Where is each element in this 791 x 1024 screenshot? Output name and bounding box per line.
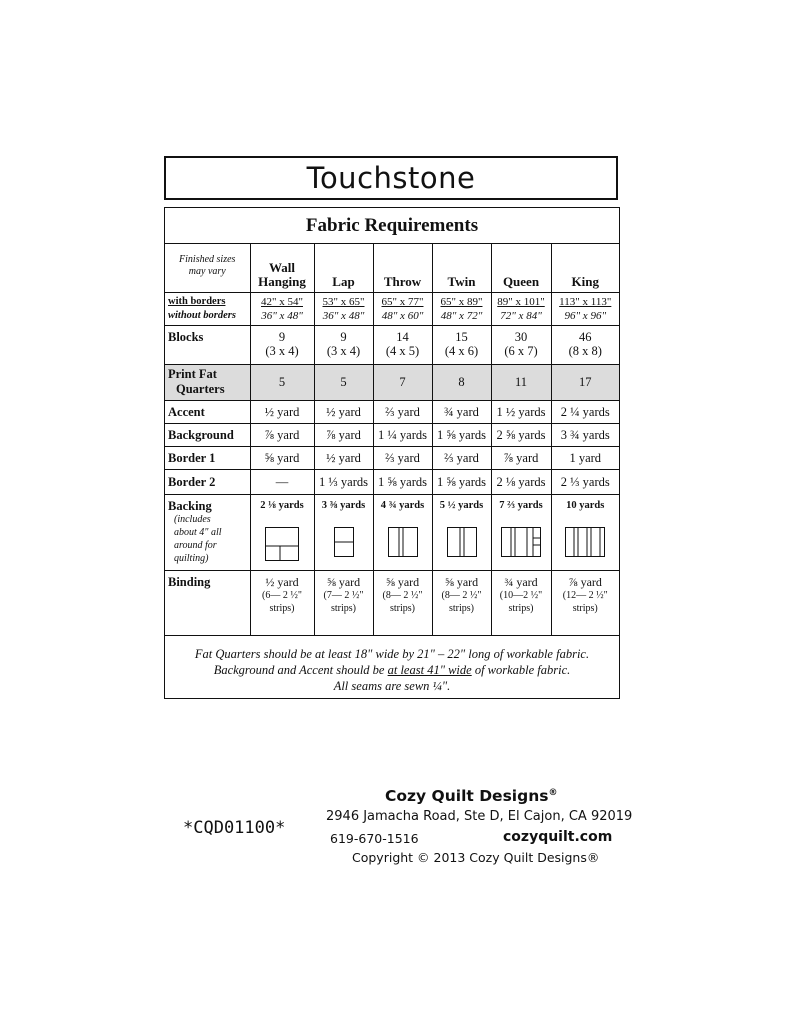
background-cell: ⅞ yard xyxy=(250,423,314,446)
header-row xyxy=(165,244,619,292)
border2-row xyxy=(165,469,619,494)
accent-cell: ½ yard xyxy=(250,400,314,423)
col-throw: Throw xyxy=(373,244,432,292)
border1-cell: ½ yard xyxy=(314,446,373,469)
company-phone: 619-670-1516 xyxy=(330,831,419,846)
print-fq-cell: 5 xyxy=(314,364,373,400)
footnote-line2: Background and Accent should be at least 41" wide of workable fabric. xyxy=(213,663,571,677)
finished-note-line2: may vary xyxy=(188,266,226,278)
accent-cell: ⅔ yard xyxy=(373,400,432,423)
sizes-row xyxy=(165,292,619,325)
backing-layout-icon xyxy=(388,527,418,557)
copyright: Copyright © 2013 Cozy Quilt Designs® xyxy=(352,850,600,865)
company-website[interactable]: cozyquilt.com xyxy=(503,829,613,845)
col-queen: Queen xyxy=(491,244,551,292)
blocks-cell: 30 (6 x 7) xyxy=(491,325,551,364)
col-king: King xyxy=(551,244,619,292)
backing-row xyxy=(165,494,619,570)
background-cell: 1 ¼ yards xyxy=(373,423,432,446)
border2-cell: 2 ⅓ yards xyxy=(551,469,619,494)
backing-cell: 7 ⅔ yards xyxy=(491,494,551,570)
backing-layout-icon xyxy=(447,527,477,557)
binding-cell: ⅞ yard (12— 2 ½" strips) xyxy=(551,570,619,635)
print-fq-cell: 8 xyxy=(432,364,491,400)
border1-cell: ⅔ yard xyxy=(432,446,491,469)
background-cell: 3 ¾ yards xyxy=(551,423,619,446)
size-cell: 53" x 65" 36" x 48" xyxy=(314,292,373,325)
border1-cell: ⅞ yard xyxy=(491,446,551,469)
border2-cell: 1 ⅝ yards xyxy=(432,469,491,494)
finished-sizes-note xyxy=(165,244,250,292)
footnote xyxy=(165,646,619,694)
blocks-cell: 15 (4 x 6) xyxy=(432,325,491,364)
col-wall-hanging: Wall Hanging xyxy=(250,244,314,292)
company-address: 2946 Jamacha Road, Ste D, El Cajon, CA 92019 xyxy=(326,809,633,824)
size-cell: 65" x 77" 48" x 60" xyxy=(373,292,432,325)
backing-cell: 3 ⅜ yards xyxy=(314,494,373,570)
backing-note: (includes about 4" all around for quilting) xyxy=(174,513,222,564)
footnote-line3: All seams are sewn ¼". xyxy=(333,679,451,693)
binding-label: Binding xyxy=(165,570,250,635)
print-fq-label: Print Fat Quarters xyxy=(165,364,250,400)
border1-label: Border 1 xyxy=(165,446,250,469)
background-row xyxy=(165,423,619,446)
background-cell: 2 ⅝ yards xyxy=(491,423,551,446)
border2-cell: 1 ⅓ yards xyxy=(314,469,373,494)
background-cell: ⅞ yard xyxy=(314,423,373,446)
border1-cell: ⅝ yard xyxy=(250,446,314,469)
binding-cell: ½ yard (6— 2 ½" strips) xyxy=(250,570,314,635)
accent-cell: ½ yard xyxy=(314,400,373,423)
backing-cell: 5 ½ yards xyxy=(432,494,491,570)
title-box xyxy=(164,156,618,200)
backing-cell: 10 yards xyxy=(551,494,619,570)
blocks-label: Blocks xyxy=(165,325,250,364)
binding-cell: ⅝ yard (8— 2 ½" strips) xyxy=(373,570,432,635)
backing-layout-icon xyxy=(334,527,354,557)
print-fq-cell: 11 xyxy=(491,364,551,400)
blocks-cell: 9 (3 x 4) xyxy=(250,325,314,364)
fabric-requirements-box xyxy=(164,207,620,699)
binding-cell: ¾ yard (10—2 ½" strips) xyxy=(491,570,551,635)
backing-label: Backing (includes about 4" all around for quilting) xyxy=(165,494,250,570)
border2-cell: 1 ⅝ yards xyxy=(373,469,432,494)
finished-note-line1: Finished sizes xyxy=(179,254,236,266)
blocks-cell: 46 (8 x 8) xyxy=(551,325,619,364)
company-name: Cozy Quilt Designs® xyxy=(385,787,558,805)
border2-cell: 2 ⅛ yards xyxy=(491,469,551,494)
sizes-label: with borders without borders xyxy=(165,292,250,325)
print-fat-quarters-row xyxy=(165,364,619,400)
binding-cell: ⅝ yard (8— 2 ½" strips) xyxy=(432,570,491,635)
backing-layout-icon xyxy=(265,527,299,561)
background-label: Background xyxy=(165,423,250,446)
accent-cell: 2 ¼ yards xyxy=(551,400,619,423)
backing-cell: 4 ¾ yards xyxy=(373,494,432,570)
accent-cell: 1 ½ yards xyxy=(491,400,551,423)
fabric-requirements-table xyxy=(165,244,619,636)
footnote-line1: Fat Quarters should be at least 18" wide by 21" – 22" long of workable fabric. xyxy=(194,647,590,661)
print-fq-cell: 5 xyxy=(250,364,314,400)
blocks-cell: 9 (3 x 4) xyxy=(314,325,373,364)
print-fq-cell: 7 xyxy=(373,364,432,400)
col-lap: Lap xyxy=(314,244,373,292)
border2-cell: — xyxy=(250,469,314,494)
binding-row xyxy=(165,570,619,635)
accent-cell: ¾ yard xyxy=(432,400,491,423)
backing-layout-icon xyxy=(565,527,605,557)
size-cell: 89" x 101" 72" x 84" xyxy=(491,292,551,325)
border2-label: Border 2 xyxy=(165,469,250,494)
border1-cell: 1 yard xyxy=(551,446,619,469)
blocks-row xyxy=(165,325,619,364)
table-title: Fabric Requirements xyxy=(165,208,619,244)
print-fq-cell: 17 xyxy=(551,364,619,400)
pattern-title: Touchstone xyxy=(306,161,476,195)
backing-cell: 2 ⅛ yards xyxy=(250,494,314,570)
size-cell: 113" x 113" 96" x 96" xyxy=(551,292,619,325)
accent-row xyxy=(165,400,619,423)
background-cell: 1 ⅝ yards xyxy=(432,423,491,446)
backing-layout-icon xyxy=(501,527,541,557)
product-code: *CQD01100* xyxy=(183,818,286,838)
blocks-cell: 14 (4 x 5) xyxy=(373,325,432,364)
col-twin: Twin xyxy=(432,244,491,292)
border1-cell: ⅔ yard xyxy=(373,446,432,469)
binding-cell: ⅝ yard (7— 2 ½" strips) xyxy=(314,570,373,635)
size-cell: 42" x 54" 36" x 48" xyxy=(250,292,314,325)
size-cell: 65" x 89" 48" x 72" xyxy=(432,292,491,325)
accent-label: Accent xyxy=(165,400,250,423)
border1-row xyxy=(165,446,619,469)
